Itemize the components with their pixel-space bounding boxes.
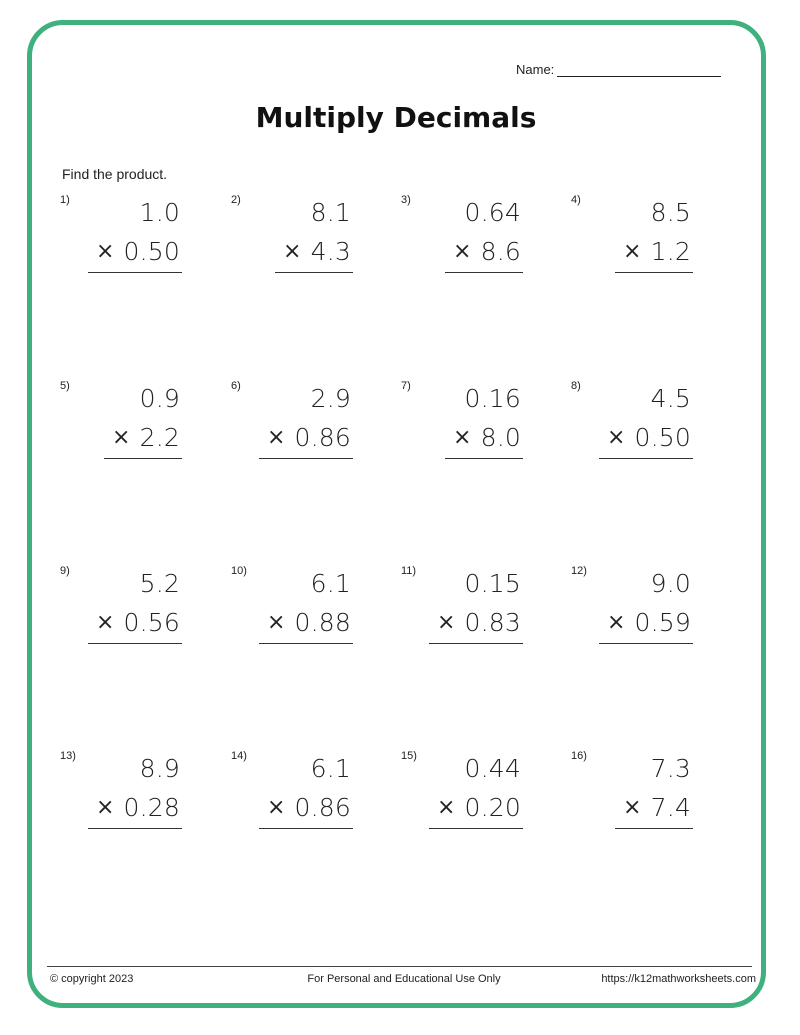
multiplicand: 6.1 [310,754,351,783]
instructions: Find the product. [62,166,168,182]
problem-number: 8) [571,380,581,392]
problem-3 [401,194,521,304]
multiplier: 0.86 [294,423,351,452]
multiplicand: 0.9 [139,384,180,413]
multiplicand: 0.44 [464,754,521,783]
multiplier: 0.86 [294,793,351,822]
times-sign: × [267,795,286,820]
problem-number: 14) [231,750,247,762]
multiplicand: 9.0 [650,569,691,598]
times-sign: × [267,610,286,635]
problem-12 [571,565,691,675]
multiplicand: 0.15 [464,569,521,598]
problem-15 [401,750,521,860]
answer-line [445,458,523,459]
times-sign: × [607,425,626,450]
answer-line [88,828,182,829]
answer-line [259,643,353,644]
problem-number: 15) [401,750,417,762]
times-sign: × [96,239,115,264]
usage-notice: For Personal and Educational Use Only [307,973,501,985]
multiplicand: 5.2 [139,569,180,598]
multiplier: 0.56 [123,608,180,637]
problem-number: 4) [571,194,581,206]
multiplier: 7.4 [650,793,691,822]
problem-number: 13) [60,750,76,762]
multiplier: 0.50 [123,237,180,266]
answer-line [259,458,353,459]
times-sign: × [437,610,456,635]
problem-number: 2) [231,194,241,206]
problem-2 [231,194,351,304]
problem-11 [401,565,521,675]
times-sign: × [623,795,642,820]
multiplier: 0.83 [464,608,521,637]
multiplier: 2.2 [139,423,180,452]
footer-divider [47,966,752,967]
problem-number: 1) [60,194,70,206]
multiplier: 1.2 [650,237,691,266]
times-sign: × [112,425,131,450]
problem-6 [231,380,351,490]
problem-number: 9) [60,565,70,577]
times-sign: × [437,795,456,820]
times-sign: × [96,610,115,635]
multiplier: 0.50 [634,423,691,452]
multiplier: 0.28 [123,793,180,822]
times-sign: × [96,795,115,820]
answer-line [104,458,182,459]
multiplicand: 0.16 [464,384,521,413]
answer-line [88,643,182,644]
website-url: https://k12mathworksheets.com [601,973,756,985]
times-sign: × [453,239,472,264]
problem-number: 6) [231,380,241,392]
multiplicand: 8.9 [139,754,180,783]
answer-line [259,828,353,829]
problem-8 [571,380,691,490]
problem-number: 11) [401,565,417,577]
multiplier: 0.20 [464,793,521,822]
answer-line [615,272,693,273]
problem-7 [401,380,521,490]
multiplicand: 7.3 [650,754,691,783]
times-sign: × [607,610,626,635]
answer-line [88,272,182,273]
problem-number: 7) [401,380,411,392]
answer-line [599,458,693,459]
copyright-text: © copyright 2023 [50,973,134,985]
problem-number: 10) [231,565,247,577]
answer-line [275,272,353,273]
name-label: Name: [516,62,555,77]
answer-line [429,828,523,829]
answer-line [599,643,693,644]
multiplicand: 8.1 [310,198,351,227]
answer-line [429,643,523,644]
multiplicand: 0.64 [464,198,521,227]
multiplier: 4.3 [310,237,351,266]
multiplier: 0.59 [634,608,691,637]
times-sign: × [453,425,472,450]
problem-13 [60,750,180,860]
problem-1 [60,194,180,304]
answer-line [445,272,523,273]
problem-14 [231,750,351,860]
problem-5 [60,380,180,490]
problem-16 [571,750,691,860]
multiplicand: 8.5 [650,198,691,227]
multiplicand: 1.0 [139,198,180,227]
problem-number: 12) [571,565,587,577]
multiplicand: 6.1 [310,569,351,598]
multiplicand: 2.9 [310,384,351,413]
times-sign: × [267,425,286,450]
multiplicand: 4.5 [650,384,691,413]
times-sign: × [623,239,642,264]
problem-number: 5) [60,380,70,392]
problem-10 [231,565,351,675]
problem-4 [571,194,691,304]
problem-number: 3) [401,194,411,206]
problem-number: 16) [571,750,587,762]
answer-line [615,828,693,829]
worksheet-title: Multiply Decimals [255,101,537,134]
times-sign: × [283,239,302,264]
multiplier: 8.0 [480,423,521,452]
problem-9 [60,565,180,675]
multiplier: 8.6 [480,237,521,266]
multiplier: 0.88 [294,608,351,637]
